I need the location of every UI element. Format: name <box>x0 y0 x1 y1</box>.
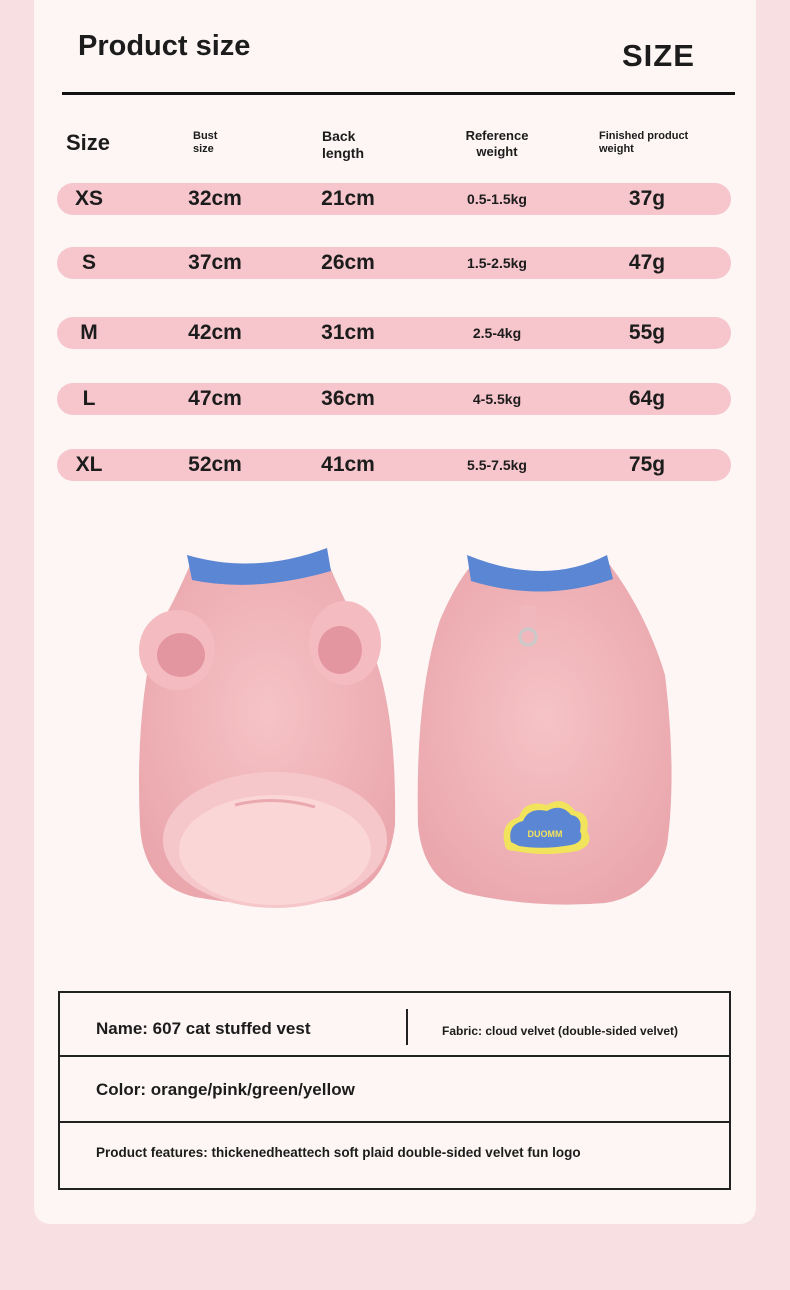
size-row-l <box>57 383 731 415</box>
cell-back: 21cm <box>321 187 375 210</box>
cell-bust: 32cm <box>188 187 242 210</box>
size-label: SIZE <box>622 38 695 73</box>
col-header-bust: Bust size <box>193 130 218 156</box>
col-header-back-length: Back length <box>322 128 364 161</box>
product-info-table <box>58 991 731 1190</box>
cell-size: S <box>81 251 96 274</box>
size-row-s <box>57 247 731 279</box>
product-features: Product features: thickenedheattech soft plaid double-sided velvet fun logo <box>96 1145 581 1160</box>
col-header-size: Size <box>66 130 111 155</box>
cell-bust: 42cm <box>188 321 242 344</box>
cell-back: 31cm <box>321 321 375 344</box>
cell-size: XS <box>74 187 103 210</box>
cell-finished: 55g <box>628 321 666 344</box>
cell-size: XL <box>75 453 103 476</box>
size-row-xs <box>57 183 731 215</box>
cell-bust: 47cm <box>188 387 242 410</box>
cell-reference: 4-5.5kg <box>472 391 522 407</box>
size-row-m <box>57 317 731 349</box>
svg-text:DUOMM: DUOMM <box>527 829 563 839</box>
cell-finished: 64g <box>628 387 666 410</box>
cell-back: 41cm <box>321 453 375 476</box>
info-divider <box>60 1121 729 1123</box>
cell-bust: 52cm <box>188 453 242 476</box>
product-color: Color: orange/pink/green/yellow <box>96 1080 355 1099</box>
cell-finished: 47g <box>628 251 666 274</box>
cell-reference: 0.5-1.5kg <box>467 191 527 207</box>
product-name: Name: 607 cat stuffed vest <box>96 1019 311 1038</box>
info-divider-vertical <box>406 1009 408 1045</box>
cell-size: M <box>80 321 98 344</box>
cell-reference: 1.5-2.5kg <box>467 255 527 271</box>
cell-back: 36cm <box>321 387 375 410</box>
vest-front-image <box>135 545 405 910</box>
cell-reference: 5.5-7.5kg <box>467 457 527 473</box>
cell-finished: 75g <box>628 453 666 476</box>
vest-back-image <box>415 545 690 910</box>
product-fabric: Fabric: cloud velvet (double-sided velvet) <box>442 1024 679 1038</box>
cell-back: 26cm <box>321 251 375 274</box>
col-header-finished-weight: Finished product weight <box>599 130 689 156</box>
cell-bust: 37cm <box>188 251 242 274</box>
cell-reference: 2.5-4kg <box>472 325 522 341</box>
page-title: Product size <box>78 30 251 62</box>
cell-size: L <box>82 387 96 410</box>
header-divider <box>62 92 735 95</box>
cell-finished: 37g <box>628 187 666 210</box>
size-row-xl <box>57 449 731 481</box>
info-divider <box>60 1055 729 1057</box>
col-header-reference-weight: Reference weight <box>465 128 529 159</box>
